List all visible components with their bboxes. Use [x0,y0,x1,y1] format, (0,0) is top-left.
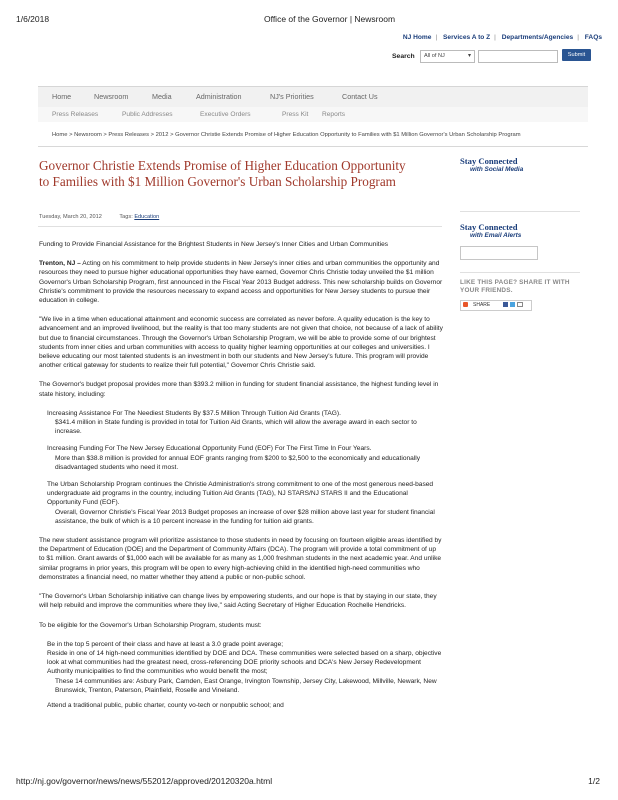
share-prompt: LIKE THIS PAGE? SHARE IT WITH YOUR FRIENDS. [460,279,570,295]
article-headline: Governor Christie Extends Promise of Higher Education Opportunity to Families with $1 Million Governor's Urban Scholarship Program [39,158,406,189]
nav-contact-us[interactable]: Contact Us [342,92,378,101]
link-nj-home[interactable]: NJ Home [402,34,432,41]
list-item [47,480,443,526]
share-button[interactable] [460,300,532,311]
subnav-executive-orders[interactable]: Executive Orders [200,111,251,118]
list-item: Be in the top 5 percent of their class and have at least a 3.0 grade point average; [47,640,284,648]
divider [460,211,580,212]
nav-newsroom[interactable]: Newsroom [94,92,129,101]
list-item: Reside in one of 14 high-need communities identified by DOE and DCA. These communities were selected based on a sharp, objective look at what communities had the greatest need, cross-referencing DOE priority schools and DCA's New Jersey Redevelopment Authority municipalities to find the communities who would benefit the most; [47,649,442,676]
link-departments-agencies[interactable]: Departments/Agencies [501,34,574,41]
paragraph: The new student assistance program will prioritize assistance to those students in need by focusing on fourteen eligible areas identified by the Department of Education (DOE) and the Department of Community Affairs (DCA). The program will provide a total commitment of up to $1 million. Grant awards of $1,000 each will be available for as many as 1,000 freshman students in the next academic year. And unlike similar programs in prior years, this program will be open to every high-achieving child in the identified high-need communities who demonstrates a financial need, no matter whether they attend a public or non-public school. [39,537,442,581]
list-item [47,444,443,472]
top-links: NJ Home | Services A to Z | Departments/Agencies | FAQs [402,34,602,41]
print-footer [0,776,618,790]
breadcrumb[interactable]: Home > Newsroom > Press Releases > 2012 > Governor Christie Extends Promise of Higher Education Opportunity to Families with $1 Million Governor's Urban Scholarship Program [52,132,521,138]
twitter-icon [510,302,515,307]
email-subheading[interactable]: with Email Alerts [470,232,522,239]
list-item-detail: $341.4 million in State funding is provided in total for Tuition Aid Grants, which will allow the average award in each sector to increase. [55,419,417,436]
paragraph-text: Acting on his commitment to help provide students in New Jersey's inner cities and urban communities the opportunity and resources they need to pursue higher educational opportunities they have earned, Governor Chris Christie today unveiled the $1 million Governor's Urban Scholarship Program, first announced in the Fiscal Year 2013 Budget address. This new scholarship builds on Governor Christie's commitment to provide the resources necessary to expand access and opportunities for New Jersey students to pursue their education in college. [39,260,443,305]
print-date: 1/6/2018 [16,14,50,24]
link-services-a-to-z[interactable]: Services A to Z [443,34,491,41]
list-item-heading: The Urban Scholarship Program continues the Christie Administration's strong commitment to one of the most generous need-based undergraduate aid programs in the country, including Tuition Aid Grants (TAG), NJ STARS/NJ STARS II and the Educational Opportunity Fund (EOF). [47,481,434,507]
search-label: Search [392,53,415,60]
nav-home[interactable]: Home [52,92,72,101]
list-item-heading: Increasing Funding For The New Jersey Educational Opportunity Fund (EOF) For The First Time In Four Years. [47,445,372,453]
tags-label: Tags: [119,214,133,220]
nav-media[interactable]: Media [152,92,172,101]
chevron-down-icon: ▾ [467,53,471,59]
secondary-nav [38,107,588,122]
paragraph: To be eligible for the Governor's Urban Scholarship Program, students must: [39,621,262,629]
nav-nj-priorities[interactable]: NJ's Priorities [270,92,314,101]
print-page-title: Office of the Governor | Newsroom [264,14,396,24]
article-date: Tuesday, March 20, 2012 [39,214,102,220]
article-subhead: Funding to Provide Financial Assistance for the Brightest Students in New Jersey's Inner Cities and Urban Communities [39,241,389,248]
divider [38,146,588,147]
facebook-icon [503,302,508,307]
paragraph [39,259,443,305]
tag-link-education[interactable]: Education [134,214,160,220]
share-label: SHARE [473,302,491,309]
search-submit-button[interactable]: Submit [562,49,591,61]
print-url: http://nj.gov/governor/news/news/552012/approved/20120320a.html [16,776,273,786]
quote-paragraph: "The Governor's Urban Scholarship initiative can change lives by empowering students, and our hope is that by staying in our state, they will help rebuild and improve the communities where they live," said Acting Secretary of Higher Education Rochelle Hendricks. [39,593,437,610]
link-faqs[interactable]: FAQs [584,34,602,41]
list-item: Attend a traditional public, public charter, county vo-tech or nonpublic school; and [47,701,284,709]
subnav-public-addresses[interactable]: Public Addresses [122,111,173,118]
quote-paragraph: "We live in a time when educational attainment and economic success are correlated as never before. A quality education is the key to advancement and an improved livelihood, but the reality is that too many students are not given that choice, not because of a lack of ability but due to financial circumstances. Through the Governor's Urban Scholarship Program, we will be able to provide some of our brightest students from inner cities and urban communities with access to quality higher learning opportunities at our colleges and universities. I believe educating our most talented students is an investment in both our students and New Jersey's future. This program will provide another critical gateway for students to realize their full potential," Governor Chris Christie said. [39,316,443,370]
email-heading[interactable]: Stay Connected [460,222,518,232]
email-input[interactable] [460,246,538,260]
primary-nav [38,86,588,108]
social-heading[interactable]: Stay Connected [460,156,518,166]
share-plus-icon [463,302,468,307]
subnav-press-kit[interactable]: Press Kit [282,111,309,118]
list-item-detail: These 14 communities are: Asbury Park, Camden, East Orange, Irvington Township, Jersey City, Lakewood, Millville, Newark, New Brunswick, Trenton, Paterson, Plainfield, Roselle and Vineland. [55,677,437,694]
paragraph: The Governor's budget proposal provides more than $393.2 million in funding for student financial assistance, the highest funding level in state history, including: [39,381,439,398]
list-item-heading: Increasing Assistance For The Neediest Students By $37.5 Million Through Tuition Aid Grants (TAG). [47,409,341,417]
dateline: Trenton, NJ – [39,260,81,268]
divider [38,226,442,227]
subnav-press-releases[interactable]: Press Releases [52,111,99,118]
divider [460,272,580,273]
list-item-detail: Overall, Governor Christie's Fiscal Year 2013 Budget proposes an increase of over $28 million above last year for student financial assistance, the bulk of which is a 10 percent increase in the funding for tuition aid grants. [55,508,435,525]
nav-administration[interactable]: Administration [196,92,242,101]
social-subheading[interactable]: with Social Media [470,166,524,173]
print-header [0,14,618,28]
eligibility-list [47,640,443,710]
print-page-number: 1/2 [588,776,600,786]
email-icon [517,302,523,307]
article-body [39,240,443,710]
list-item [47,409,443,437]
subnav-reports[interactable]: Reports [322,111,346,118]
sidebar [460,156,580,311]
article-meta [39,214,159,220]
search-scope-value: All of NJ [424,53,445,59]
list-item-detail: More than $38.8 million is provided for annual EOF grants ranging from $200 to $2,500 to the economically and educationally disadvantaged students who need it most. [55,454,421,471]
search-input[interactable] [478,50,558,63]
search-scope-select[interactable] [420,50,475,63]
